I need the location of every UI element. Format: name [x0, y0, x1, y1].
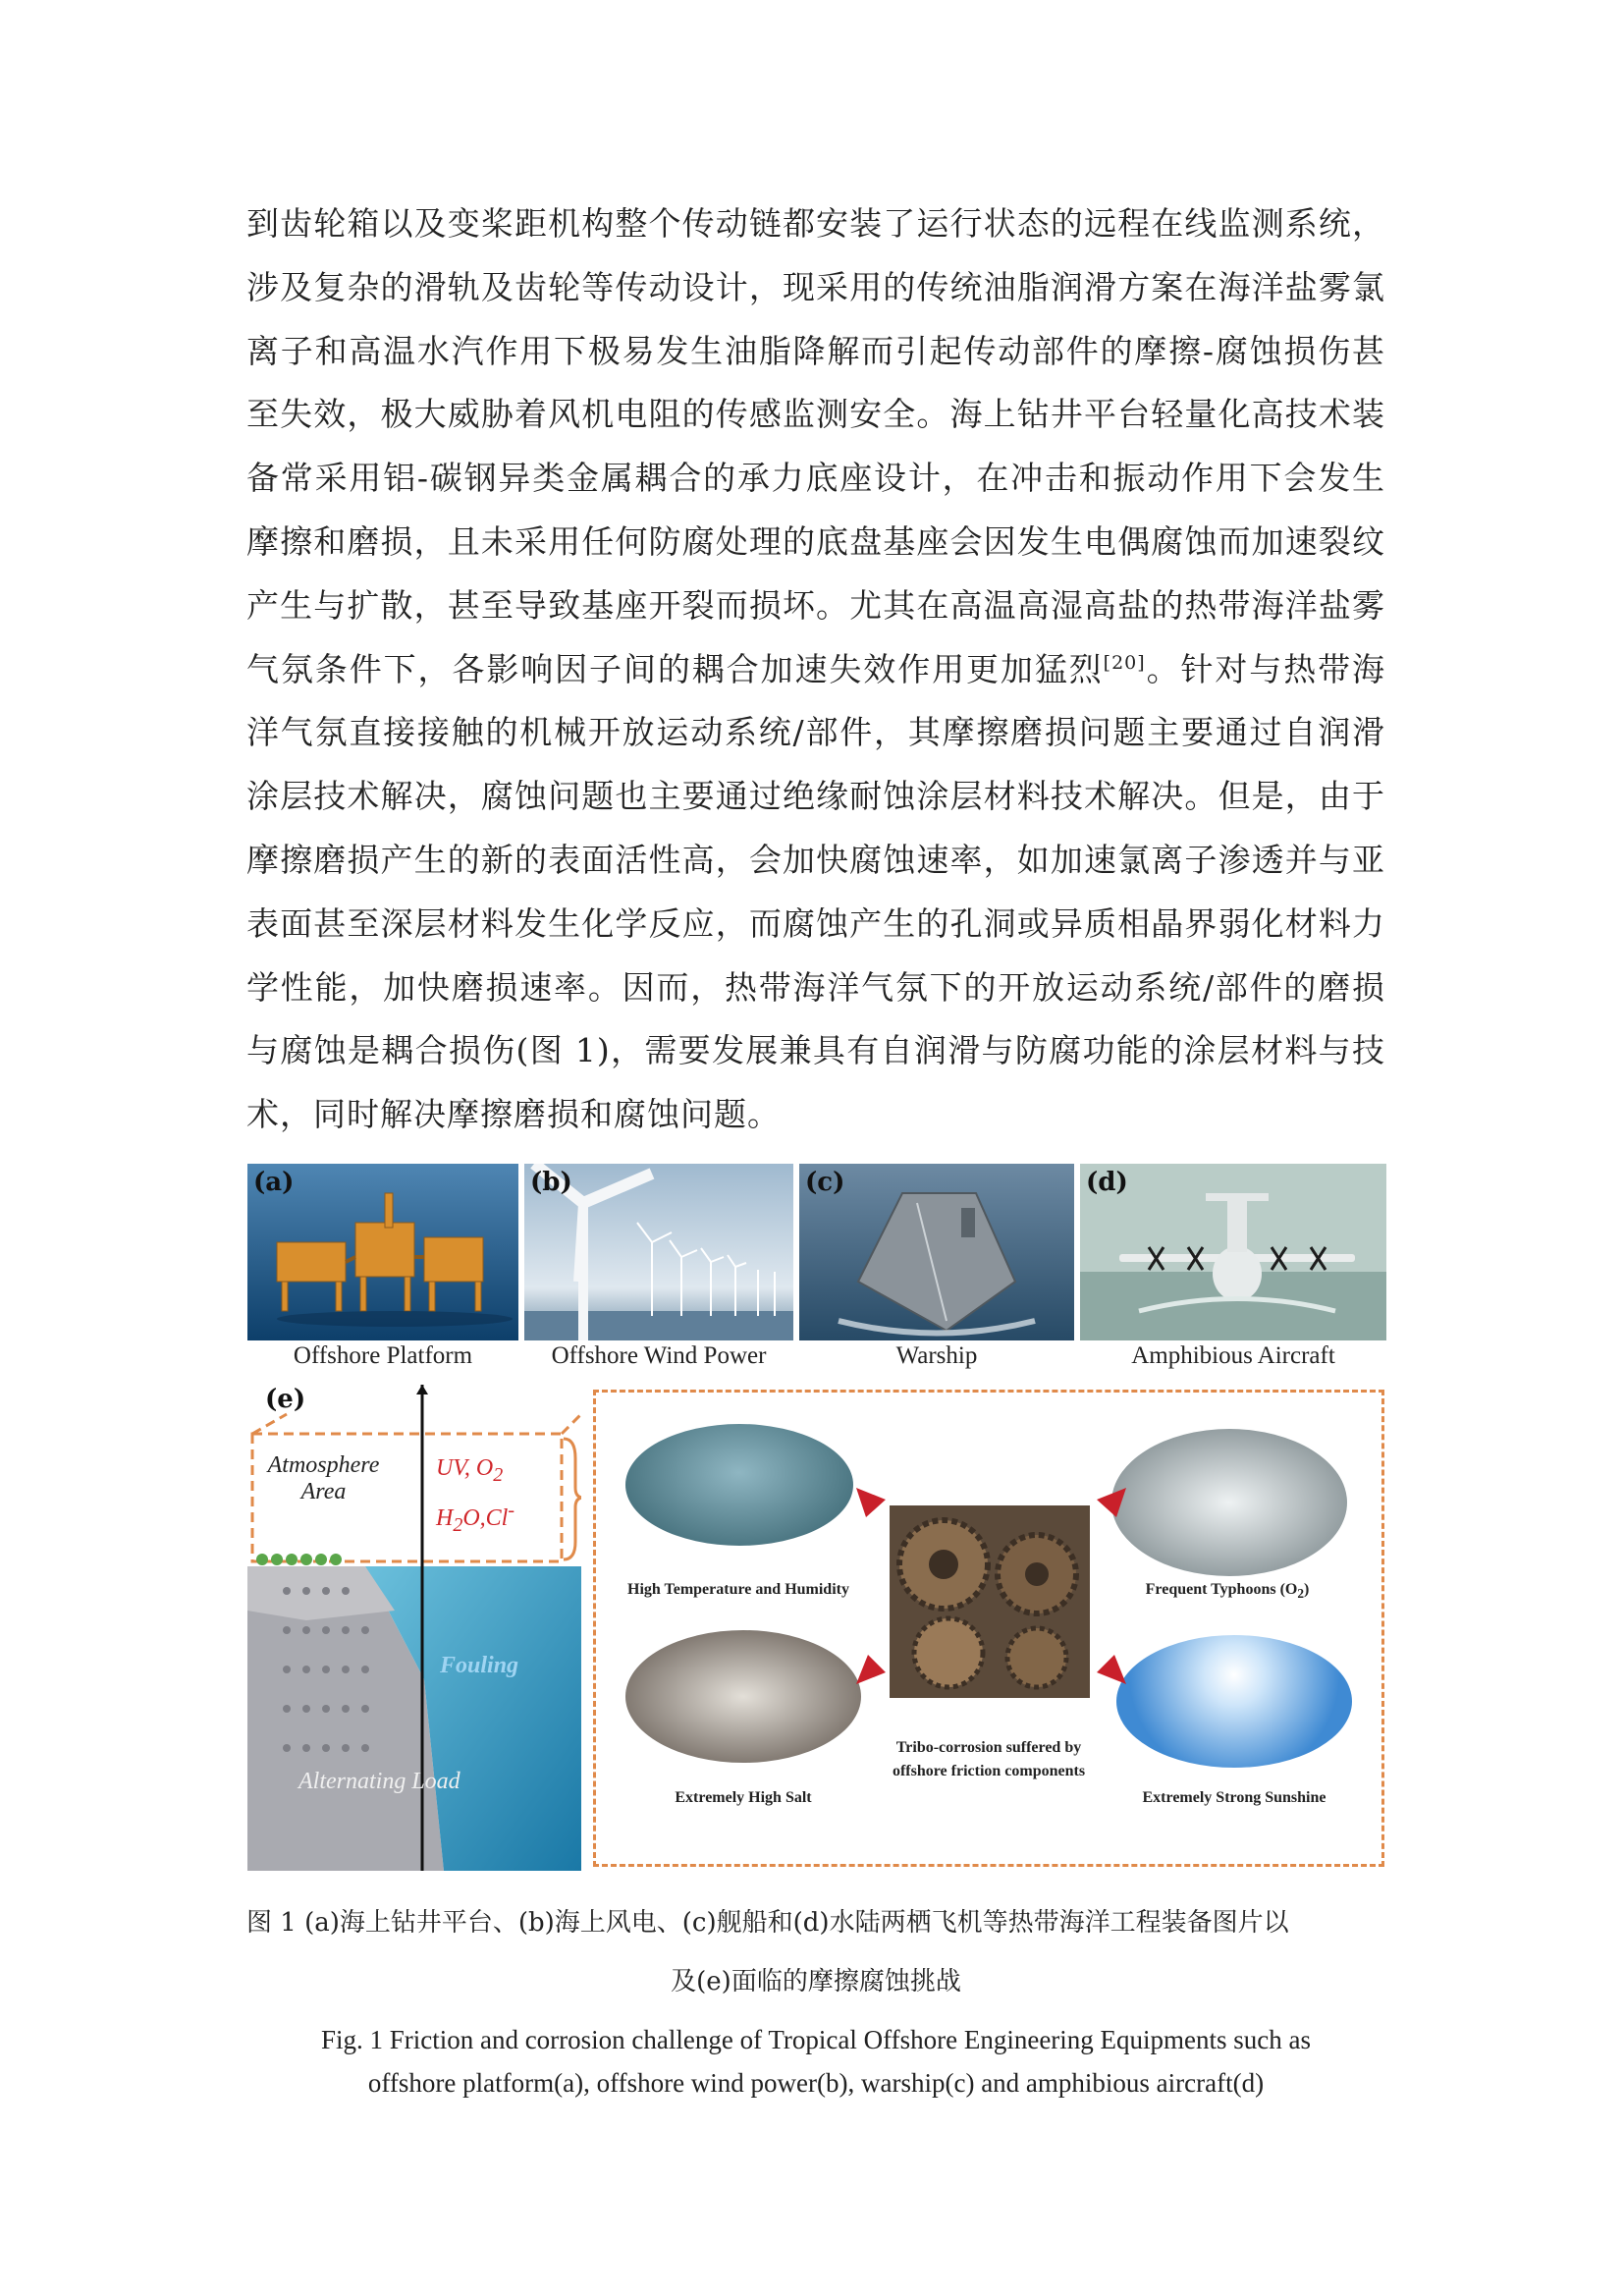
- panel-d-tag: (d): [1086, 1168, 1128, 1197]
- arrow-icon: [856, 1488, 886, 1517]
- area-label: Area: [300, 1479, 347, 1504]
- body-text-part1: 到齿轮箱以及变桨距机构整个传动链都安装了运行状态的远程在线监测系统，涉及复杂的滑轨及齿轮等传动设计，现采用的传统油脂润滑方案在海洋盐雾氯离子和高温水汽作用下极易发生油脂降解而引起传动部件的摩擦-腐蚀损伤甚至失效，极大威胁着风机电阻的传感监测安全。海上钻井平台轻量化高技术装备常采用铝-碳钢异类金属耦合的承力底座设计，在冲击和振动作用下会发生摩擦和磨损，且未采用任何防腐处理的底盘基座会因发生电偶腐蚀而加速裂纹产生与扩散，甚至导致基座开裂而损坏。尤其在高温高湿高盐的热带海洋盐雾气氛条件下，各影响因子间的耦合加速失效作用更加猛烈: [246, 204, 1385, 688]
- panel-amphibious-aircraft: [1080, 1164, 1386, 1340]
- panel-b-tag: (b): [530, 1168, 572, 1197]
- salt-image: [625, 1630, 861, 1763]
- panel-e-tag: (e): [265, 1385, 306, 1414]
- tribo-corrosion-label: Tribo-corrosion suffered by offshore friction components: [892, 1739, 1086, 1779]
- panel-b-caption: Offshore Wind Power: [551, 1342, 767, 1369]
- caption-en-line2: offshore platform(a), offshore wind power(b), warship(c) and amphibious aircraft(d): [367, 2068, 1265, 2098]
- citation-ref[interactable]: [20]: [1103, 651, 1146, 674]
- sunshine-image: [1116, 1635, 1352, 1768]
- red-arrows: [856, 1488, 1131, 1714]
- caption-cn-line2: 及(e)面临的摩擦腐蚀挑战: [671, 1967, 961, 1996]
- sunshine-label: Extremely Strong Sunshine: [1142, 1789, 1326, 1806]
- alternating-load-label: Alternating Load: [298, 1769, 460, 1794]
- panel-offshore-wind: [524, 1164, 793, 1340]
- panel-c-tag: (c): [805, 1168, 845, 1197]
- panel-a-caption: Offshore Platform: [293, 1342, 473, 1369]
- high-temperature-image: [625, 1424, 853, 1546]
- caption-en-line1: Fig. 1 Friction and corrosion challenge of Tropical Offshore Engineering Equipments such as: [320, 2025, 1312, 2054]
- body-text-part2: 。针对与热带海洋气氛直接接触的机械开放运动系统/部件，其摩擦磨损问题主要通过自润滑涂层技术解决，腐蚀问题也主要通过绝缘耐蚀涂层材料技术解决。但是，由于摩擦磨损产生的新的表面活性高，会加快腐蚀速率，如加速氯离子渗透并与亚表面甚至深层材料发生化学反应，而腐蚀产生的孔洞或异质相晶界弱化材料力学性能，加快磨损速率。因而，热带海洋气氛下的开放运动系统/部件的磨损与腐蚀是耦合损伤(图 1)，需要发展兼具有自润滑与防腐功能的涂层材料与技术，同时解决摩擦磨损和腐蚀问题。: [246, 649, 1386, 1134]
- atmosphere-area-label: [257, 1452, 390, 1505]
- salt-label: Extremely High Salt: [675, 1789, 812, 1806]
- uv-o2-label: UV, $O_2$: [436, 1455, 504, 1486]
- fouling-label: Fouling: [440, 1653, 519, 1678]
- h2o-cl-label: $H_2O,Cl^-$: [436, 1499, 515, 1536]
- arrow-icon: [856, 1655, 886, 1684]
- panel-a-tag: (a): [253, 1168, 295, 1197]
- figure-1: [247, 1164, 1386, 1871]
- typhoon-image: [1111, 1429, 1347, 1576]
- caption-cn-line1: 图 1 (a)海上钻井平台、(b)海上风电、(c)舰船和(d)水陆两栖飞机等热带海洋工程装备图片以: [246, 1908, 1289, 1938]
- body-paragraph: [246, 192, 1385, 1147]
- atmosphere-label: Atmosphere: [267, 1452, 380, 1478]
- arrow-icon: [1097, 1488, 1126, 1517]
- typhoons-label: Frequent Typhoons $(O_2)$: [1145, 1581, 1310, 1602]
- panel-d-caption: Amphibious Aircraft: [1131, 1342, 1335, 1369]
- uv-h2o-label: [436, 1450, 514, 1543]
- high-temperature-label: High Temperature and Humidity: [627, 1581, 849, 1598]
- panel-warship: [799, 1164, 1074, 1340]
- arrow-icon: [1097, 1655, 1126, 1684]
- panel-offshore-platform: [247, 1164, 518, 1340]
- panel-c-caption: Warship: [895, 1342, 978, 1369]
